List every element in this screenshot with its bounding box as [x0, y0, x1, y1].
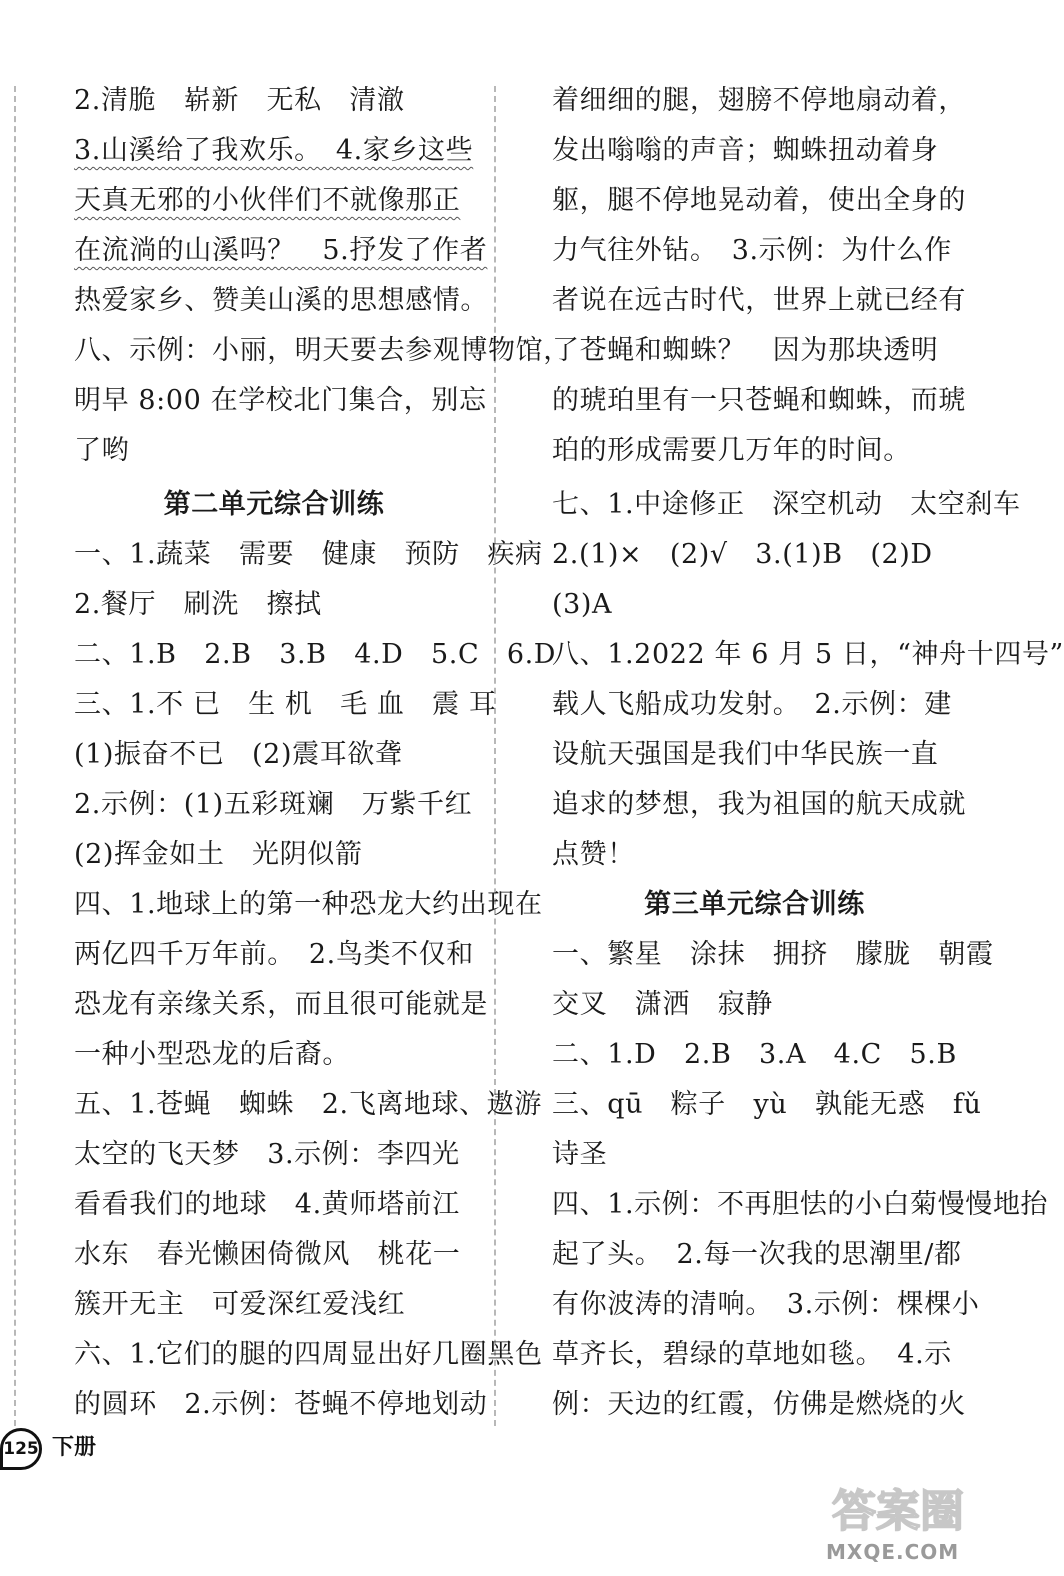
answer-line: 2.示例：(1)五彩斑斓 万紫千红: [74, 789, 473, 820]
answer-line: (2)挥金如土 光阴似箭: [74, 839, 363, 870]
answer-line: 八、示例：小丽，明天要去参观博物馆，: [74, 335, 571, 366]
watermark-text: MXQE.COM: [826, 1540, 960, 1564]
answer-line: 起了头。 2.每一次我的思潮里/都: [552, 1239, 962, 1270]
underlined-answer: 在流淌的山溪吗？ 5.抒发了作者: [74, 235, 488, 266]
answer-line: 簇开无主 可爱深红爱浅红: [74, 1289, 406, 1320]
answer-line: 有你波涛的清响。 3.示例：棵棵小: [552, 1289, 980, 1320]
answer-line: 2.清脆 崭新 无私 清澈: [74, 85, 405, 116]
answer-line: 了哟: [74, 435, 130, 466]
page-number-badge: 125: [0, 1428, 42, 1470]
answer-line: 八、1.2022 年 6 月 5 日，“神舟十四号”: [552, 639, 1064, 670]
answer-line: [74, 176, 460, 226]
answer-line: 2.餐厅 刷洗 擦拭: [74, 589, 322, 620]
answer-line: (3)A: [552, 589, 613, 620]
answer-line: 发出嗡嗡的声音；蜘蛛扭动着身: [552, 135, 939, 166]
section-heading-unit-2: 第二单元综合训练: [163, 489, 385, 520]
answer-line: 四、1.地球上的第一种恐龙大约出现在: [74, 889, 543, 920]
answer-line: 者说在远古时代，世界上就已经有: [552, 285, 966, 316]
answer-line: 躯，腿不停地晃动着，使出全身的: [552, 185, 966, 216]
center-column-divider: [494, 86, 496, 1426]
answer-line: 一、1.蔬菜 需要 健康 预防 疾病: [74, 539, 543, 570]
answer-line: 例：天边的红霞，仿佛是燃烧的火: [552, 1389, 966, 1420]
underlined-answer: 3.山溪给了我欢乐。 4.家乡这些: [74, 135, 474, 166]
answer-line: 珀的形成需要几万年的时间。: [552, 435, 911, 466]
answer-line: 诗圣: [552, 1139, 608, 1170]
answer-line: 二、1.B 2.B 3.B 4.D 5.C 6.D: [74, 639, 557, 670]
answer-line: [74, 226, 487, 276]
answer-line: 太空的飞天梦 3.示例：李四光: [74, 1139, 460, 1170]
answer-line: 了苍蝇和蜘蛛？ 因为那块透明: [552, 335, 939, 366]
left-margin-divider: [14, 86, 16, 1426]
answer-line: 三、1.不 已 生 机 毛 血 震 耳: [74, 689, 497, 720]
answer-line: 的琥珀里有一只苍蝇和蜘蛛，而琥: [552, 385, 966, 416]
answer-line: [74, 126, 473, 176]
answer-line: 载人飞船成功发射。 2.示例：建: [552, 689, 952, 720]
answer-line: 设航天强国是我们中华民族一直: [552, 739, 939, 770]
answer-line: 明早 8:00 在学校北门集合，别忘: [74, 385, 487, 416]
answer-line: 着细细的腿，翅膀不停地扇动着，: [552, 85, 966, 116]
answer-line: 四、1.示例：不再胆怯的小白菊慢慢地抬: [552, 1189, 1049, 1220]
answer-line: 六、1.它们的腿的四周显出好几圈黑色: [74, 1339, 543, 1370]
answer-line: 力气往外钻。 3.示例：为什么作: [552, 235, 952, 266]
answer-line: 2.(1)× (2)√ 3.(1)B (2)D: [552, 539, 933, 570]
answer-line: 草齐长，碧绿的草地如毯。 4.示: [552, 1339, 952, 1370]
volume-label: 下册: [52, 1435, 97, 1460]
section-heading-unit-3: 第三单元综合训练: [644, 889, 865, 920]
answer-line: 看看我们的地球 4.黄师塔前江: [74, 1189, 460, 1220]
underlined-answer: 天真无邪的小伙伴们不就像那正: [74, 185, 461, 216]
answer-line: 水东 春光懒困倚微风 桃花一: [74, 1239, 461, 1270]
answer-line: 恐龙有亲缘关系，而且很可能就是: [74, 989, 488, 1020]
answer-line: (1)振奋不已 (2)震耳欲聋: [74, 739, 403, 770]
answer-line: 一种小型恐龙的后裔。: [74, 1039, 350, 1070]
answer-line: 热爱家乡、赞美山溪的思想感情。: [74, 285, 488, 316]
answer-line: 两亿四千万年前。 2.鸟类不仅和: [74, 939, 474, 970]
answer-line: 一、繁星 涂抹 拥挤 朦胧 朝霞: [552, 939, 994, 970]
answer-line: 交叉 潇洒 寂静: [552, 989, 773, 1020]
answer-line: 的圆环 2.示例：苍蝇不停地划动: [74, 1389, 488, 1420]
answer-line: 三、qū 粽子 yù 孰能无惑 fǔ: [552, 1089, 982, 1120]
answer-line: 点赞！: [552, 839, 635, 870]
answer-line: 追求的梦想，我为祖国的航天成就: [552, 789, 966, 820]
svg-text:答案圈: 答案圈: [832, 1486, 964, 1537]
answer-line: 二、1.D 2.B 3.A 4.C 5.B: [552, 1039, 957, 1070]
answer-line: 五、1.苍蝇 蜘蛛 2.飞离地球、遨游: [74, 1089, 542, 1120]
answer-line: 七、1.中途修正 深空机动 太空刹车: [552, 489, 1021, 520]
